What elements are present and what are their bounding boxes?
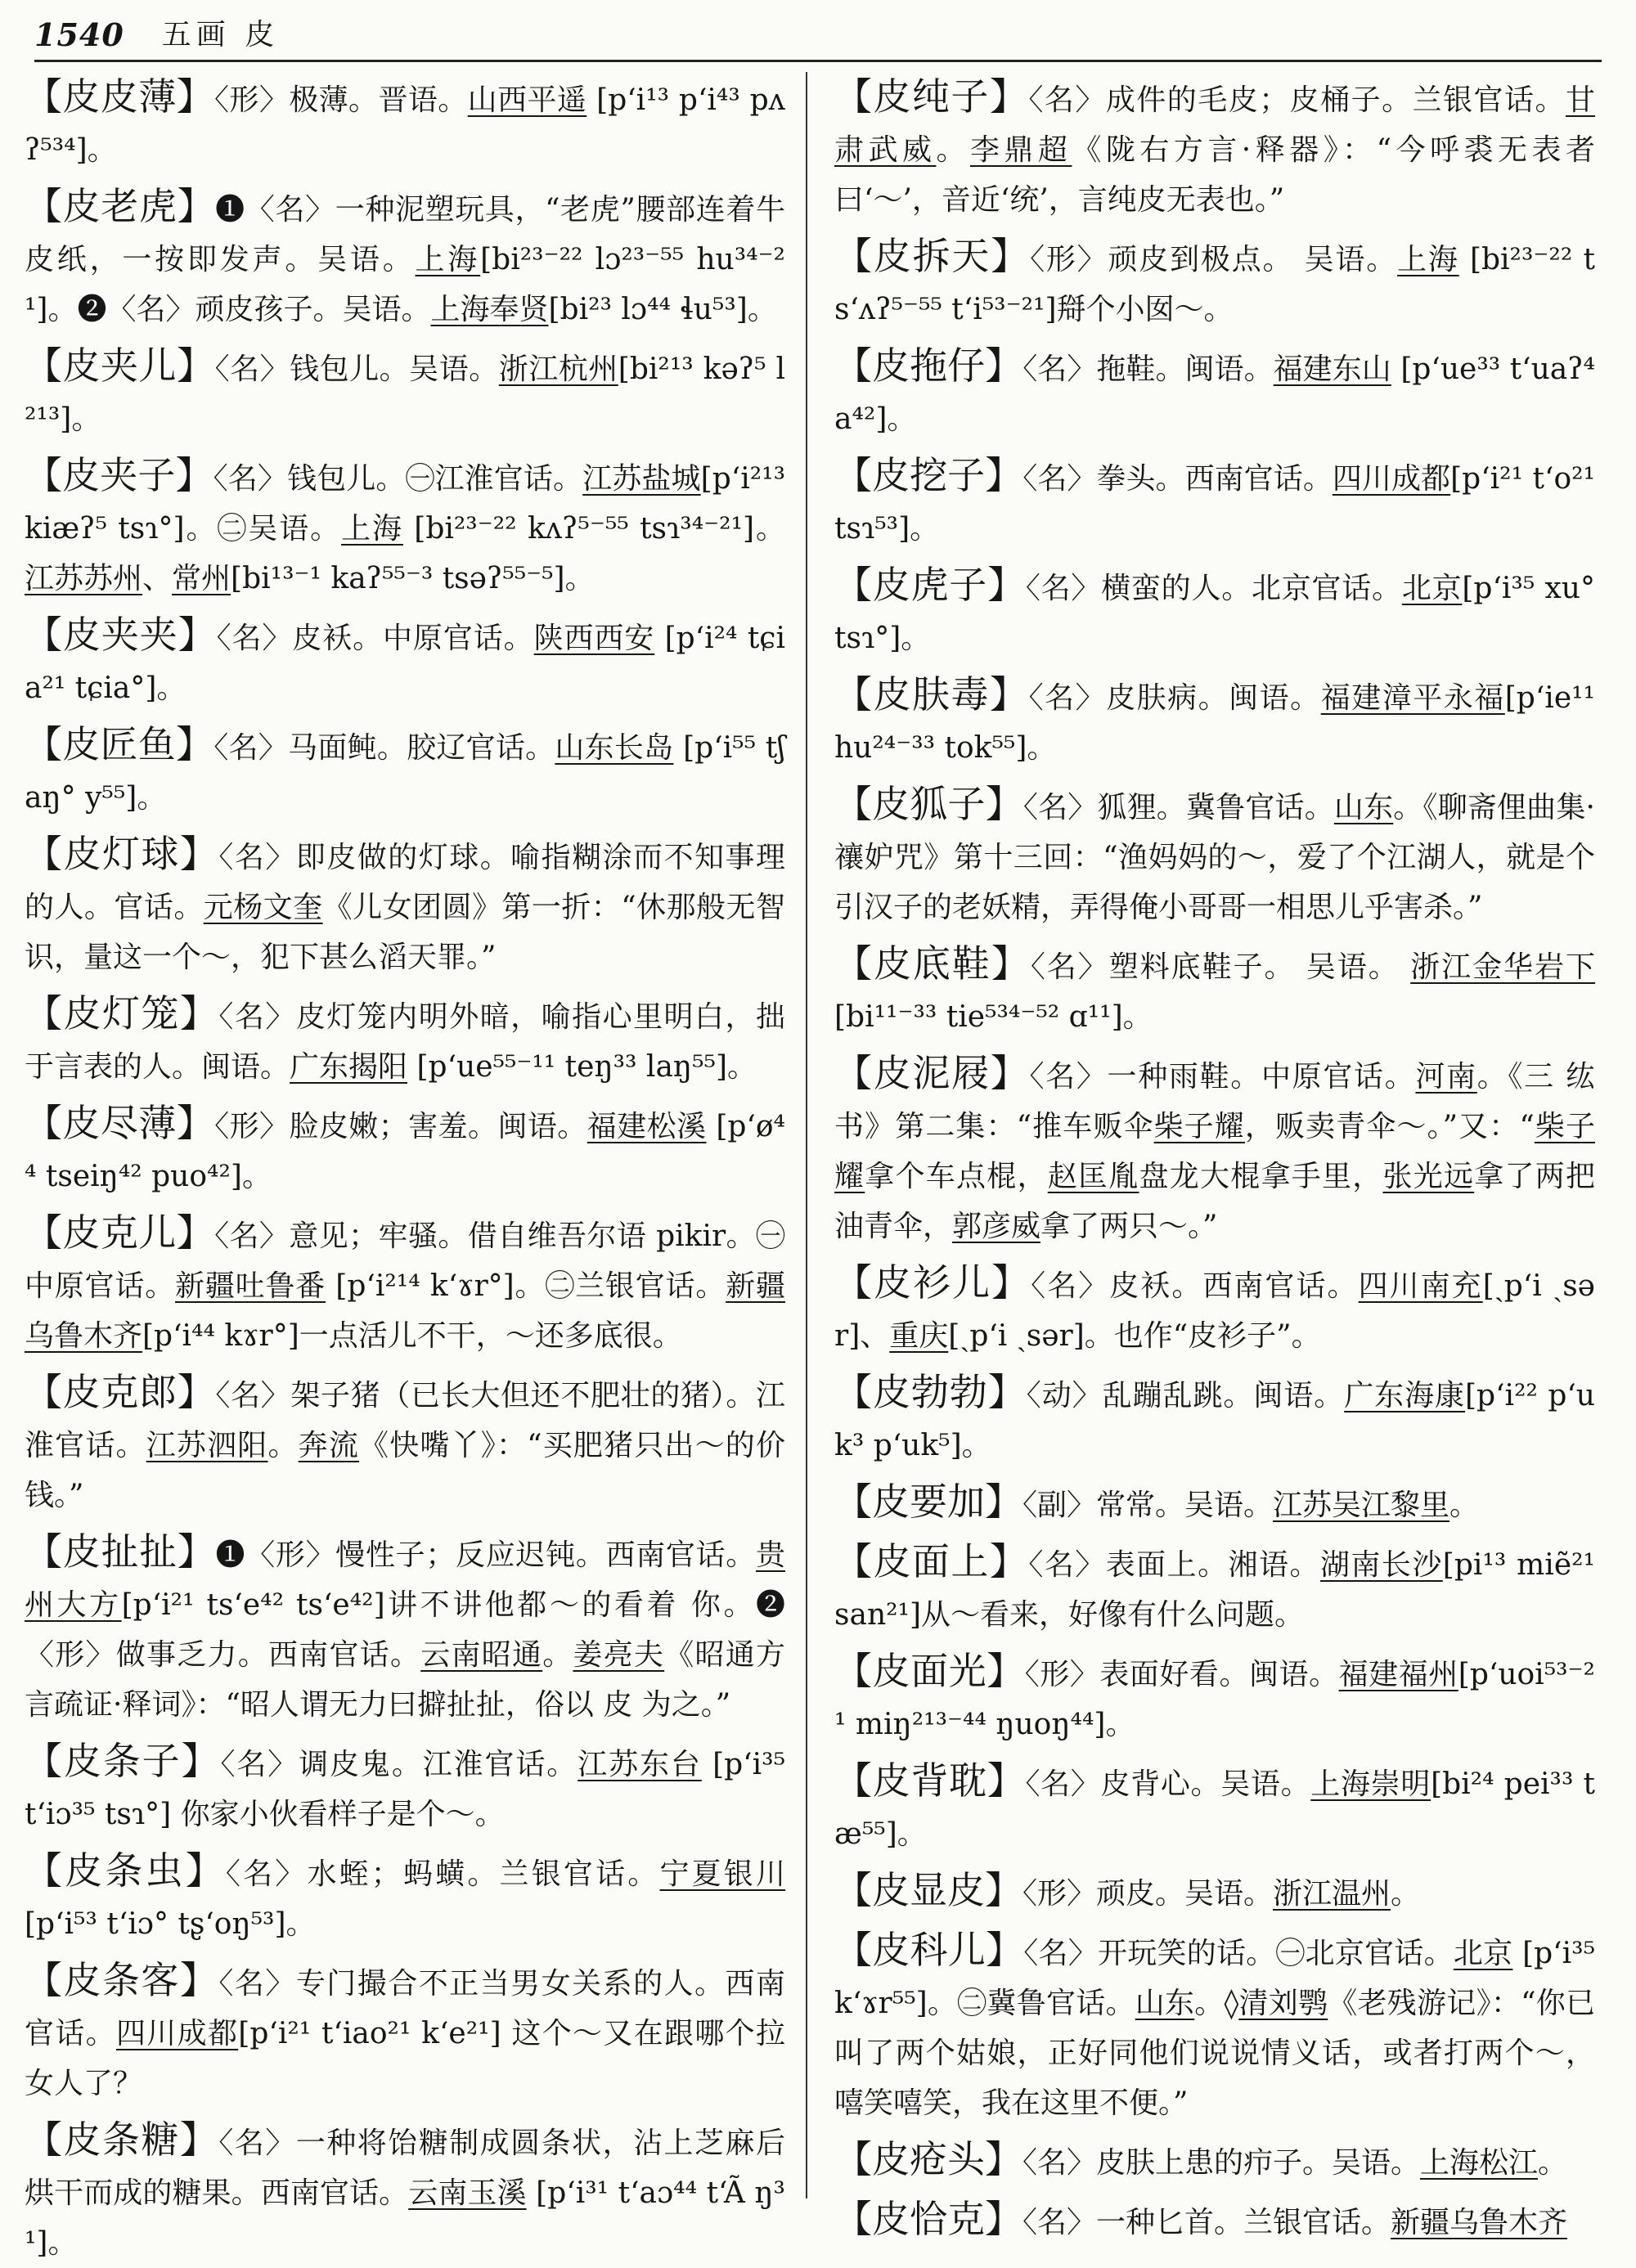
dictionary-entry xyxy=(25,341,785,444)
entry-text: 拿个车点棍， xyxy=(865,1160,1048,1193)
entry-text: 〈名〉皮肤上患的疖子。吴语。 xyxy=(1022,2146,1421,2180)
place-name: 山东 xyxy=(1135,1987,1195,2020)
place-name: 江苏苏州 xyxy=(25,562,143,595)
entry-text: [p‘ue⁵⁵⁻¹¹ teŋ³³ laŋ⁵⁵]。 xyxy=(407,1050,757,1084)
place-name: 清刘鹗 xyxy=(1238,1987,1328,2020)
dictionary-entry xyxy=(834,560,1595,663)
place-name: 上海 xyxy=(1397,243,1459,276)
entry-text: 。 xyxy=(1449,1489,1480,1522)
entry-text: 〈名〉表面上。湘语。 xyxy=(1028,1548,1320,1582)
place-name: 江苏吴江黎里 xyxy=(1273,1489,1450,1522)
dictionary-entry xyxy=(834,670,1595,773)
place-name: 江苏泗阳 xyxy=(146,1429,268,1462)
right-column xyxy=(834,72,1596,2241)
entry-text: [pi¹³ miẽ²¹ san²¹]从～看来，好像有什么问题。 xyxy=(834,1548,1595,1632)
entry-text: 〈名〉专门撮合不正当男女关系的人。西南官话。 xyxy=(25,1967,785,2050)
dictionary-entry xyxy=(25,451,785,604)
dictionary-entry xyxy=(834,939,1595,1042)
dictionary-entry xyxy=(834,1866,1595,1919)
dictionary-entry xyxy=(25,1368,785,1520)
entry-text: 〈名〉开玩笑的话。㊀北京官话。 xyxy=(1023,1937,1454,1970)
dictionary-entry xyxy=(25,989,785,1092)
entry-headword: 【皮克郎】 xyxy=(25,1370,216,1414)
place-name: 山东 xyxy=(1333,791,1394,824)
entry-text: [bi²³ lɔ⁴⁴ ɬu⁵³]。 xyxy=(548,293,777,326)
entry-text: [p‘i³¹ t‘aɔ⁴⁴ t‘Ã ŋ³¹]。 xyxy=(25,2176,785,2260)
entry-text: [p‘i⁵³ t‘iɔ° tʂ‘oŋ⁵³]。 xyxy=(25,1907,316,1941)
place-name: 山西平遥 xyxy=(467,83,587,117)
entry-text: 〈名〉调皮鬼。江淮官话。 xyxy=(220,1748,578,1781)
entry-text: 〈名〉一种匕首。兰银官话。 xyxy=(1022,2206,1391,2239)
entry-text: 《儿女团圆》第一折：“休那般无智识，量这一个～，犯下甚么滔天罪。” xyxy=(25,891,785,974)
entry-headword: 【皮老虎】 xyxy=(25,184,216,228)
entry-text: 〈名〉意见；牢骚。借自维吾尔语 pikir。㊀中原官话。 xyxy=(25,1219,785,1303)
entry-headword: 【皮条虫】 xyxy=(25,1848,226,1893)
place-name: 山东长岛 xyxy=(555,731,674,765)
entry-text: [p‘ø⁴⁴ tseiŋ⁴² puo⁴²]。 xyxy=(25,1110,785,1193)
entry-headword: 【皮拆天】 xyxy=(834,234,1031,278)
entry-text: 。 xyxy=(1538,2146,1568,2180)
entry-headword: 【皮克儿】 xyxy=(25,1210,215,1255)
entry-text: 〈形〉表面好看。闽语。 xyxy=(1024,1658,1339,1691)
dictionary-entry xyxy=(834,1756,1595,1859)
place-name: 福建松溪 xyxy=(587,1110,707,1143)
place-name: 新疆吐鲁番 xyxy=(175,1269,326,1303)
entry-headword: 【皮勃勃】 xyxy=(834,1370,1027,1414)
entry-text: 〈名〉一种将饴糖制成圆条状，沾上芝麻后烘干而成的糖果。西南官话。 xyxy=(25,2127,785,2210)
dictionary-entry xyxy=(834,451,1595,554)
place-name: 柴子耀 xyxy=(834,1110,1595,1193)
dictionary-entry xyxy=(834,1646,1595,1749)
place-name: 江苏盐城 xyxy=(582,462,701,496)
entry-text: 〈名〉架子猪（已长大但还不肥壮的猪）。江淮官话。 xyxy=(25,1379,785,1462)
entry-text: [p‘i³⁵ xu° tsɿ°]。 xyxy=(834,572,1595,655)
entry-headword: 【皮面光】 xyxy=(834,1649,1025,1693)
dictionary-entry xyxy=(25,1736,785,1839)
entry-text: [p‘i²¹ t‘o²¹ tsɿ⁵³]。 xyxy=(834,462,1595,546)
entry-text: [p‘i²¹³ kiæʔ⁵ tsɿ°]。㊁吴语。 xyxy=(25,462,785,546)
place-name: 云南昭通 xyxy=(420,1638,543,1672)
dictionary-entry xyxy=(25,182,785,335)
place-name: 江苏东台 xyxy=(578,1748,702,1781)
entry-headword: 【皮皮薄】 xyxy=(25,74,215,119)
entry-headword: 【皮扯扯】 xyxy=(25,1529,216,1574)
place-name: 姜亮夫 xyxy=(573,1638,665,1672)
place-name: 福建漳平永福 xyxy=(1320,681,1505,715)
dictionary-entry xyxy=(25,2115,785,2268)
entry-text: 。◊ xyxy=(1194,1987,1239,2020)
entry-headword: 【皮面上】 xyxy=(834,1539,1029,1583)
dictionary-entry xyxy=(25,1098,785,1201)
entry-text: ❶〈名〉一种泥塑玩具，“老虎”腰部连着牛皮纸，一按即发声。吴语。 xyxy=(25,193,786,276)
dictionary-entry xyxy=(834,341,1595,444)
entry-text: 〈动〉乱蹦乱跳。闽语。 xyxy=(1026,1379,1345,1412)
page-header xyxy=(34,15,1602,62)
entry-text: 〈名〉钱包儿。吴语。 xyxy=(214,353,499,386)
place-name: 北京 xyxy=(1401,572,1463,605)
place-name: 上海崇明 xyxy=(1310,1767,1432,1801)
entry-headword: 【皮肤毒】 xyxy=(834,672,1029,716)
entry-text: 〈名〉钱包儿。㊀江淮官话。 xyxy=(213,462,583,496)
entry-text: 〈名〉皮背心。吴语。 xyxy=(1025,1767,1311,1801)
place-name: 新疆乌鲁木齐 xyxy=(1391,2206,1568,2239)
place-name: 北京 xyxy=(1453,1937,1513,1970)
entry-text: [p‘i¹³ p‘i⁴³ pʌʔ⁵³⁴]。 xyxy=(25,83,785,167)
entry-text: 〈名〉成件的毛皮；皮桶子。兰银官话。 xyxy=(1028,83,1566,117)
left-column xyxy=(25,72,786,2260)
entry-headword: 【皮拖仔】 xyxy=(834,344,1023,388)
place-name: 甘肃武威 xyxy=(834,83,1595,167)
page-section-title: 五画 皮 xyxy=(161,18,280,52)
entry-text: [p‘i²¹ t‘iao²¹ k‘e²¹] 这个～又在跟哪个拉女人了？ xyxy=(25,2017,785,2100)
entry-text: ❶〈形〉慢性子；反应迟钝。西南官话。 xyxy=(215,1538,756,1572)
entry-text: [bi²³⁻²² ts‘ʌʔ⁵⁻⁵⁵ t‘i⁵³⁻²¹]搿个小囡～。 xyxy=(834,243,1595,326)
entry-headword: 【皮疮头】 xyxy=(834,2137,1022,2181)
entry-text: 《老残游记》：“你已叫了两个姑娘，正好同他们说说情义话，或者打两个～，嘻笑嘻笑，我在这里不便。” xyxy=(834,1987,1595,2120)
entry-text: 〈名〉横蛮的人。北京官话。 xyxy=(1025,572,1402,605)
place-name: 宁夏银川 xyxy=(659,1857,785,1891)
place-name: 常州 xyxy=(172,562,231,595)
entry-text: ，贩卖青伞～。”又：“ xyxy=(1244,1110,1535,1143)
place-name: 湖南长沙 xyxy=(1319,1548,1443,1582)
entry-text: [p‘ie¹¹ hu²⁴⁻³³ tok⁵⁵]。 xyxy=(834,681,1595,765)
entry-text: 〈名〉狐狸。冀鲁官话。 xyxy=(1022,791,1334,824)
entry-text: 〈形〉顽皮到极点。 吴语。 xyxy=(1030,243,1398,276)
entry-text: 拿了两只～。” xyxy=(1040,1210,1218,1243)
entry-text: 《昭通方言疏证·释词》：“昭人谓无力曰擗扯扯，俗以 皮 为之。” xyxy=(25,1638,785,1722)
entry-text: [p‘i²¹ ts‘e⁴² ts‘e⁴²]讲不讲他都～的看着 你。❷〈形〉做事乏力。西南官话。 xyxy=(25,1588,785,1672)
place-name: 赵匡胤 xyxy=(1047,1160,1139,1193)
entry-text: [p‘i²² p‘uk³ p‘uk⁵]。 xyxy=(834,1379,1595,1462)
entry-headword: 【皮底鞋】 xyxy=(834,941,1031,986)
entry-headword: 【皮背耽】 xyxy=(834,1758,1026,1803)
entry-text: [ˏp‘i ˎsər]。也作“皮衫子”。 xyxy=(948,1319,1321,1353)
place-name: 张光远 xyxy=(1382,1160,1475,1193)
dictionary-entry xyxy=(834,1477,1595,1530)
entry-headword: 【皮泥屐】 xyxy=(834,1051,1030,1095)
entry-text: 〈名〉水蛭；蚂蟥。兰银官话。 xyxy=(225,1857,660,1891)
entry-text: 〈副〉常常。吴语。 xyxy=(1022,1489,1274,1522)
dictionary-entry xyxy=(834,231,1595,335)
place-name: 福建东山 xyxy=(1273,353,1391,386)
entry-text: [p‘ue³³ t‘uaʔ⁴ a⁴²]。 xyxy=(834,353,1595,436)
entry-text: 〈名〉皮灯笼内明外暗，喻指心里明白，拙于言表的人。闽语。 xyxy=(25,1000,785,1084)
entry-headword: 【皮夹夹】 xyxy=(25,613,217,657)
entry-headword: 【皮条客】 xyxy=(25,1958,219,2002)
entry-text: [p‘uoi⁵³⁻²¹ miŋ²¹³⁻⁴⁴ ŋuoŋ⁴⁴]。 xyxy=(834,1658,1595,1741)
entry-text: 〈形〉极薄。晋语。 xyxy=(214,83,468,117)
dictionary-entry xyxy=(834,2135,1595,2188)
place-name: 上海 xyxy=(415,243,481,276)
place-name: 上海 xyxy=(341,512,403,546)
place-name: 贵州大方 xyxy=(25,1538,785,1622)
dictionary-entry xyxy=(834,1049,1595,1251)
entry-text: 〈形〉脸皮嫩；害羞。闽语。 xyxy=(214,1110,587,1143)
place-name: 陕西西安 xyxy=(533,622,655,655)
entry-headword: 【皮条子】 xyxy=(25,1739,221,1783)
entry-text: [p‘i³⁵ t‘iɔ³⁵ tsɿ°] 你家小伙看样子是个～。 xyxy=(25,1748,785,1831)
entry-text: 。 xyxy=(542,1638,573,1672)
entry-text: [bi²¹³ kəʔ⁵ l²¹³]。 xyxy=(25,353,785,436)
entry-text: [ˏp‘i ˎsər]、 xyxy=(834,1269,1595,1353)
place-name: 郭彦威 xyxy=(952,1210,1041,1243)
place-name: 上海松江 xyxy=(1420,2146,1539,2180)
dictionary-entry xyxy=(25,1208,785,1361)
entry-text: [bi¹³⁻¹ kaʔ⁵⁵⁻³ tsəʔ⁵⁵⁻⁵]。 xyxy=(231,562,595,595)
place-name: 奔流 xyxy=(298,1429,360,1462)
entry-headword: 【皮灯笼】 xyxy=(25,991,219,1035)
entry-text: 《陇右方言·释器》：“今呼裘无表者曰‘～’，音近‘统’，言纯皮无表也。” xyxy=(834,133,1595,217)
place-name: 云南玉溪 xyxy=(408,2176,527,2210)
dictionary-entry xyxy=(834,72,1595,225)
dictionary-entry xyxy=(25,610,785,713)
entry-text: [bi²⁴ pei³³ tæ⁵⁵]。 xyxy=(834,1767,1595,1851)
place-name: 广东揭阳 xyxy=(290,1050,408,1084)
entry-text: [bi²³⁻²² lɔ²³⁻⁵⁵ hu³⁴⁻²¹]。❷〈名〉顽皮孩子。吴语。 xyxy=(25,243,785,326)
entry-text: 〈名〉塑料底鞋子。 吴语。 xyxy=(1030,950,1411,984)
dictionary-entry xyxy=(25,72,785,175)
entry-text: [bi²³⁻²² kʌʔ⁵⁻⁵⁵ tsɿ³⁴⁻²¹]。 xyxy=(402,512,786,546)
entry-text: 《快嘴丫》：“买肥猪只出～的价钱。” xyxy=(25,1429,785,1512)
place-name: 柴子耀 xyxy=(1153,1110,1245,1143)
place-name: 四川成都 xyxy=(1332,462,1451,496)
entry-text: 〈名〉皮肤病。闽语。 xyxy=(1028,681,1321,715)
dictionary-entry xyxy=(834,1368,1595,1471)
entry-text: 。 xyxy=(267,1429,299,1462)
entry-text: [p‘i⁴⁴ kɤr°]一点活儿不干，～还多底很。 xyxy=(142,1319,682,1353)
place-name: 浙江杭州 xyxy=(498,353,618,386)
entry-text: 〈名〉皮袄。西南官话。 xyxy=(1031,1269,1359,1303)
dictionary-entry xyxy=(25,829,785,982)
entry-headword: 【皮衫儿】 xyxy=(834,1260,1031,1305)
place-name: 浙江金华岩下 xyxy=(1410,950,1595,984)
place-name: 元杨文奎 xyxy=(203,891,323,924)
entry-headword: 【皮狐子】 xyxy=(834,782,1023,826)
entry-text: 。《三 纮 书》第二集：“推车贩伞 xyxy=(834,1060,1595,1143)
entry-headword: 【皮纯子】 xyxy=(834,74,1029,119)
place-name: 河南 xyxy=(1415,1060,1477,1094)
entry-headword: 【皮挖子】 xyxy=(834,453,1023,497)
entry-text: 〈名〉即皮做的灯球。喻指糊涂而不知事理的人。官话。 xyxy=(25,841,785,924)
entry-text: [p‘i²¹⁴ k‘ɤr°]。㊁兰银官话。 xyxy=(326,1269,726,1303)
entry-text: [p‘i⁵⁵ tʃaŋ° y⁵⁵]。 xyxy=(25,731,785,815)
entry-headword: 【皮条糖】 xyxy=(25,2118,219,2162)
page-number: 1540 xyxy=(34,16,124,53)
entry-headword: 【皮恰克】 xyxy=(834,2197,1022,2241)
place-name: 重庆 xyxy=(889,1319,949,1353)
place-name: 四川成都 xyxy=(115,2017,239,2050)
dictionary-entry xyxy=(25,720,785,823)
column-divider xyxy=(806,72,807,2198)
dictionary-entry xyxy=(834,1537,1595,1640)
entry-headword: 【皮尽薄】 xyxy=(25,1101,215,1145)
dictionary-entry xyxy=(834,1925,1595,2128)
entry-text: 拿了两把油青伞， xyxy=(834,1160,1595,1243)
entry-headword: 【皮匠鱼】 xyxy=(25,722,214,766)
dictionary-entry xyxy=(25,1527,785,1730)
entry-text: 〈名〉皮袄。中原官话。 xyxy=(216,622,534,655)
entry-headword: 【皮灯球】 xyxy=(25,832,219,876)
entry-text: 〈名〉马面鲀。胶辽官话。 xyxy=(213,731,555,765)
entry-text: 〈形〉顽皮。吴语。 xyxy=(1022,1877,1274,1911)
entry-text: 。《聊斋俚曲集·禳妒咒》第十三回：“渔妈妈的～，爱了个江湖人，就是个引汉子的老妖精，弄得俺小哥哥一相思儿乎害杀。” xyxy=(834,791,1595,924)
entry-text: 。 xyxy=(1391,1877,1421,1911)
entry-headword: 【皮夹儿】 xyxy=(25,344,215,388)
dictionary-entry xyxy=(834,779,1595,932)
entry-text: 〈名〉拳头。西南官话。 xyxy=(1022,462,1333,496)
place-name: 福建福州 xyxy=(1338,1658,1458,1691)
entry-text: 、 xyxy=(142,562,173,595)
place-name: 浙江温州 xyxy=(1273,1877,1391,1911)
place-name: 四川南充 xyxy=(1358,1269,1483,1303)
entry-headword: 【皮科儿】 xyxy=(834,1928,1024,1972)
entry-headword: 【皮夹子】 xyxy=(25,453,213,497)
entry-headword: 【皮虎子】 xyxy=(834,563,1026,607)
entry-text: 盘龙大棍拿手里， xyxy=(1139,1160,1383,1193)
dictionary-entry xyxy=(834,2194,1595,2248)
place-name: 上海奉贤 xyxy=(430,293,549,326)
entry-text: [p‘i²⁴ tɕia²¹ tɕia°]。 xyxy=(25,622,785,705)
entry-text: 。 xyxy=(936,133,970,167)
dictionary-entry xyxy=(834,1258,1595,1361)
entry-text: 〈名〉一种雨鞋。中原官话。 xyxy=(1029,1060,1416,1094)
dictionary-entry xyxy=(25,1846,785,1949)
place-name: 李鼎超 xyxy=(969,133,1072,167)
entry-text: [bi¹¹⁻³³ tie⁵³⁴⁻⁵² ɑ¹¹]。 xyxy=(834,1000,1153,1034)
entry-headword: 【皮显皮】 xyxy=(834,1868,1022,1912)
dictionary-entry xyxy=(25,1956,785,2109)
entry-text: [p‘i³⁵ k‘ɤr⁵⁵]。㊁冀鲁官话。 xyxy=(834,1937,1596,2020)
place-name: 新疆乌鲁木齐 xyxy=(25,1269,785,1353)
entry-headword: 【皮要加】 xyxy=(834,1480,1022,1524)
place-name: 广东海康 xyxy=(1344,1379,1466,1412)
entry-text: 〈名〉拖鞋。闽语。 xyxy=(1022,353,1274,386)
